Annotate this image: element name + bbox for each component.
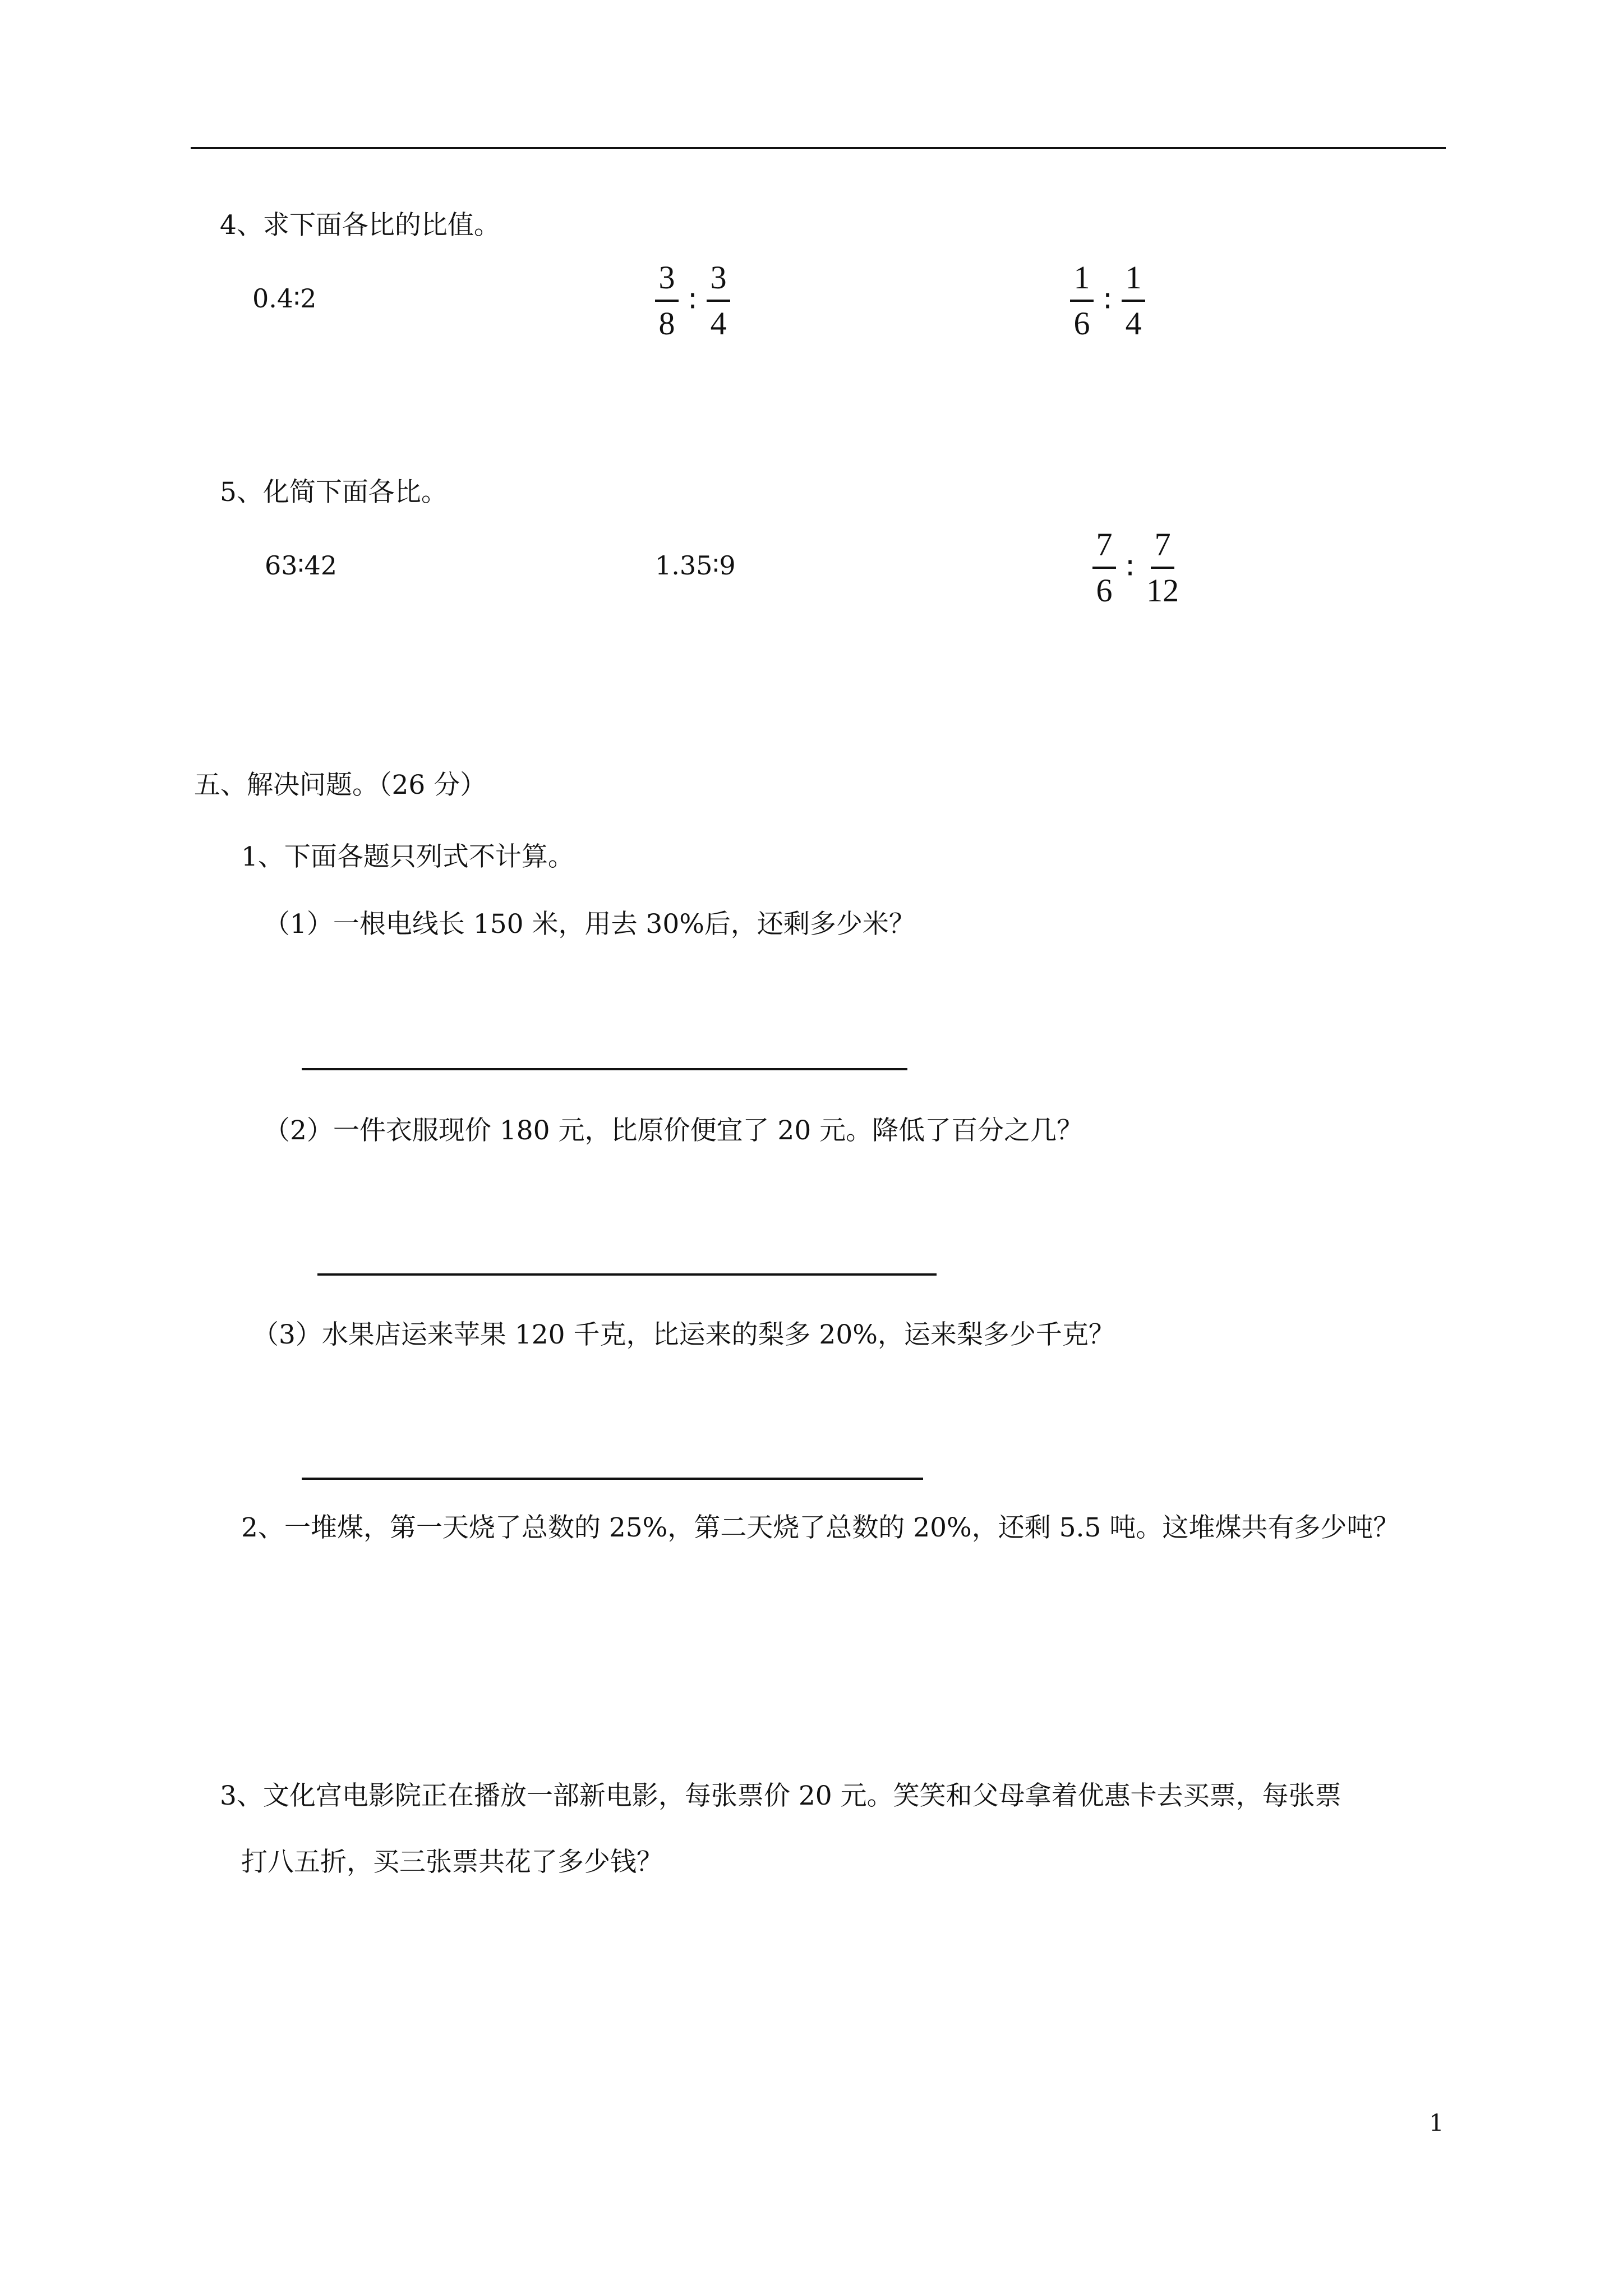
fraction [1144, 526, 1181, 609]
page-number: 1 [1429, 2109, 1444, 2137]
problem-3-line2: 打八五折，买三张票共花了多少钱？ [241, 1847, 663, 1878]
section5-part1-heading: 1、下面各题只列式不计算。 [241, 841, 574, 872]
denominator: 4 [1125, 305, 1142, 342]
problem-1-2: （2）一件衣服现价 180 元，比原价便宜了 20 元。降低了百分之几？ [264, 1115, 1083, 1146]
denominator: 8 [658, 305, 675, 342]
denominator: 6 [1096, 572, 1113, 609]
numerator: 7 [1092, 526, 1116, 569]
q5-ratio-a: 63∶42 [265, 550, 338, 581]
numerator: 3 [655, 259, 679, 302]
problem-1-3: （3）水果店运来苹果 120 千克，比运来的梨多 20%，运来梨多少千克？ [252, 1319, 1115, 1350]
fraction [1122, 259, 1145, 342]
denominator: 4 [710, 305, 727, 342]
answer-line-3[interactable] [302, 1478, 923, 1480]
ratio-colon: ∶ [1126, 551, 1135, 585]
denominator: 6 [1073, 305, 1090, 342]
numerator: 3 [707, 259, 730, 302]
numerator: 1 [1070, 259, 1094, 302]
numerator: 1 [1122, 259, 1145, 302]
numerator: 7 [1151, 526, 1174, 569]
answer-line-2[interactable] [317, 1273, 937, 1276]
q4-ratio-a: 0.4∶2 [252, 283, 317, 314]
ratio-colon: ∶ [1104, 284, 1112, 318]
fraction [707, 259, 730, 342]
q5-heading: 5、化简下面各比。 [220, 477, 448, 508]
section5-heading: 五、解决问题。（26 分） [194, 770, 487, 800]
problem-2: 2、一堆煤，第一天烧了总数的 25%，第二天烧了总数的 20%，还剩 5.5 吨。这堆煤共有多少吨？ [241, 1512, 1400, 1543]
answer-line-1[interactable] [302, 1068, 907, 1070]
fraction [1092, 526, 1116, 609]
fraction [1070, 259, 1094, 342]
problem-1-1: （1）一根电线长 150 米，用去 30%后，还剩多少米？ [264, 909, 915, 940]
fraction [655, 259, 679, 342]
q4-heading: 4、求下面各比的比值。 [220, 210, 500, 241]
ratio-colon: ∶ [689, 284, 697, 318]
denominator: 12 [1146, 572, 1179, 609]
q4-ratio-c [1070, 259, 1145, 342]
q5-ratio-b: 1.35∶9 [655, 550, 736, 581]
problem-3-line1: 3、文化宫电影院正在播放一部新电影，每张票价 20 元。笑笑和父母拿着优惠卡去买票，每张票 [220, 1780, 1341, 1811]
q5-ratio-c [1092, 526, 1181, 609]
header-rule [191, 147, 1446, 149]
q4-ratio-b [655, 259, 730, 342]
